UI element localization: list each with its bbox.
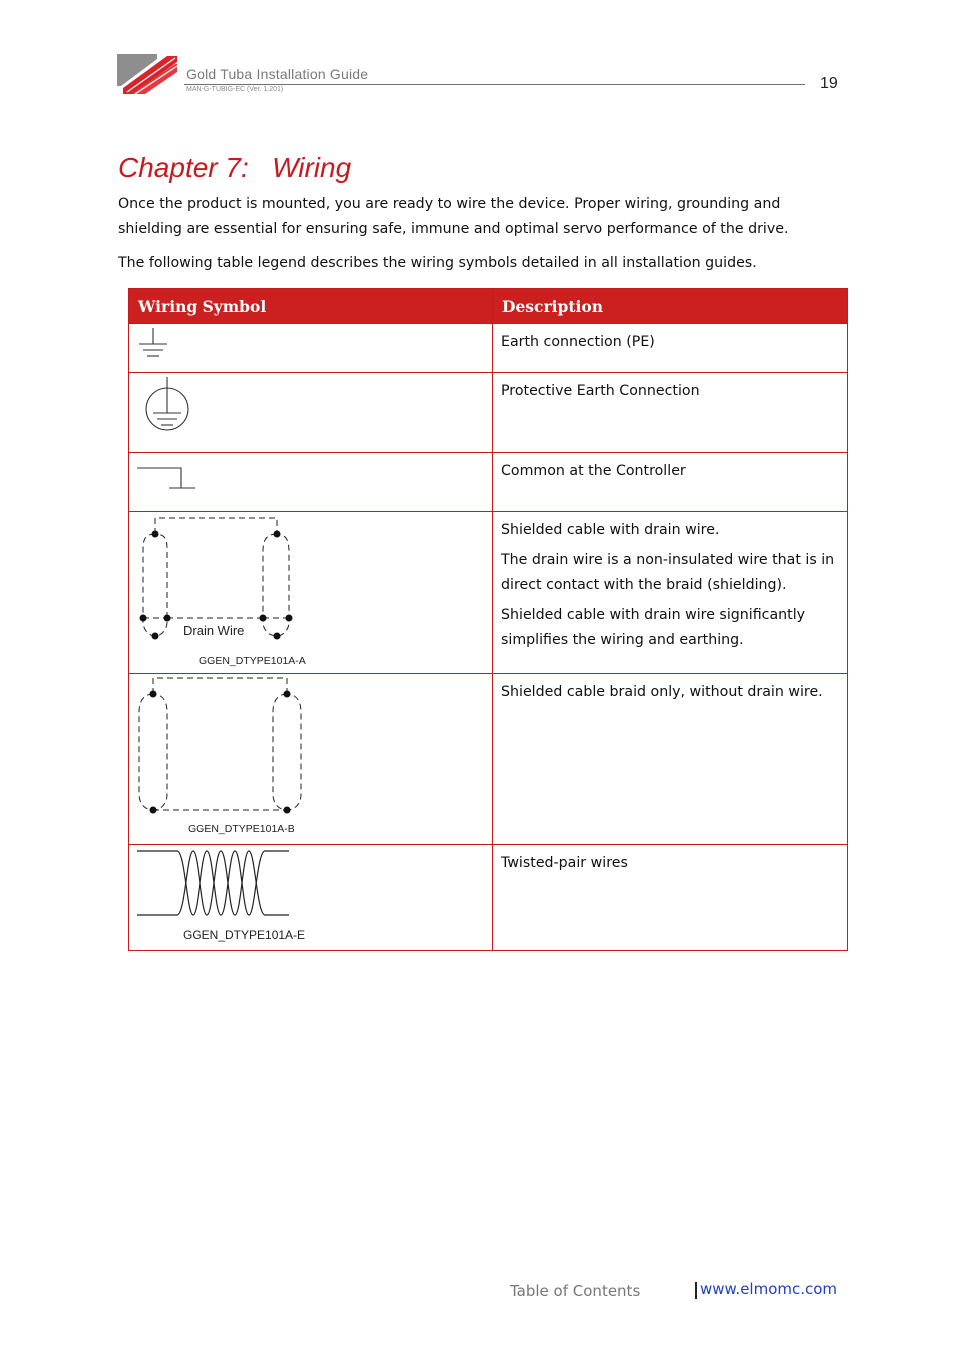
shielded-braid-icon (129, 674, 489, 843)
symbol-caption: GGEN_DTYPE101A-A (199, 655, 306, 667)
description-text: Shielded cable with drain wire. (501, 522, 720, 538)
chapter-title: Chapter 7: Wiring (118, 152, 352, 183)
description-cell (493, 373, 848, 453)
document-title: Gold Tuba Installation Guide (186, 66, 369, 82)
legend-intro-paragraph: The following table legend describes the wiring symbols detailed in all installation guides. (118, 255, 757, 271)
table-row (129, 674, 848, 845)
shielded-drain-wire-icon (129, 512, 489, 672)
symbol-cell (129, 674, 493, 845)
description-cell (493, 674, 848, 845)
wiring-symbol-table (128, 288, 848, 951)
symbol-cell (129, 845, 493, 951)
description-cell (493, 453, 848, 512)
description-text: Protective Earth Connection (501, 383, 700, 399)
table-header-row (129, 289, 848, 324)
description-text: Shielded cable with drain wire significantly simplifies the wiring and earthing. (501, 607, 806, 648)
table-row (129, 845, 848, 951)
table-row (129, 512, 848, 674)
symbol-cell (129, 324, 493, 373)
earth-ground-icon (129, 324, 489, 371)
description-text: Shielded cable braid only, without drain wire. (501, 684, 823, 700)
website-link[interactable]: www.elmomc.com (700, 1280, 838, 1298)
elmo-logo-icon (117, 54, 179, 96)
column-header-symbol: Wiring Symbol (129, 289, 493, 324)
table-of-contents-link[interactable]: Table of Contents (510, 1282, 641, 1300)
description-text: The drain wire is a non-insulated wire that is in direct contact with the braid (shielding). (501, 552, 835, 593)
description-text: Earth connection (PE) (501, 334, 655, 350)
intro-paragraph: Once the product is mounted, you are ready to wire the device. Proper wiring, grounding and shielding are essential for ensuring safe, immune and optimal servo performance of the drive. (118, 196, 789, 237)
common-ground-icon (129, 453, 489, 510)
page-number: 19 (820, 75, 838, 92)
protective-earth-icon (129, 373, 489, 451)
document-code: MAN-G-TUBIG-EC (Ver. 1.201) (186, 86, 284, 93)
table-row (129, 324, 848, 373)
symbol-cell (129, 373, 493, 453)
description-text: Twisted-pair wires (501, 855, 628, 871)
symbol-caption: GGEN_DTYPE101A-E (183, 928, 306, 942)
description-cell (493, 512, 848, 674)
header-rule (184, 84, 805, 85)
table-row (129, 453, 848, 512)
description-cell (493, 845, 848, 951)
footer-divider (695, 1282, 697, 1299)
twisted-pair-icon (129, 845, 489, 949)
column-header-description: Description (493, 289, 848, 324)
table-row (129, 373, 848, 453)
symbol-caption: GGEN_DTYPE101A-B (188, 823, 295, 835)
description-text: Common at the Controller (501, 463, 686, 479)
drain-wire-label: Drain Wire (183, 623, 245, 638)
description-cell (493, 324, 848, 373)
symbol-cell (129, 453, 493, 512)
symbol-cell (129, 512, 493, 674)
